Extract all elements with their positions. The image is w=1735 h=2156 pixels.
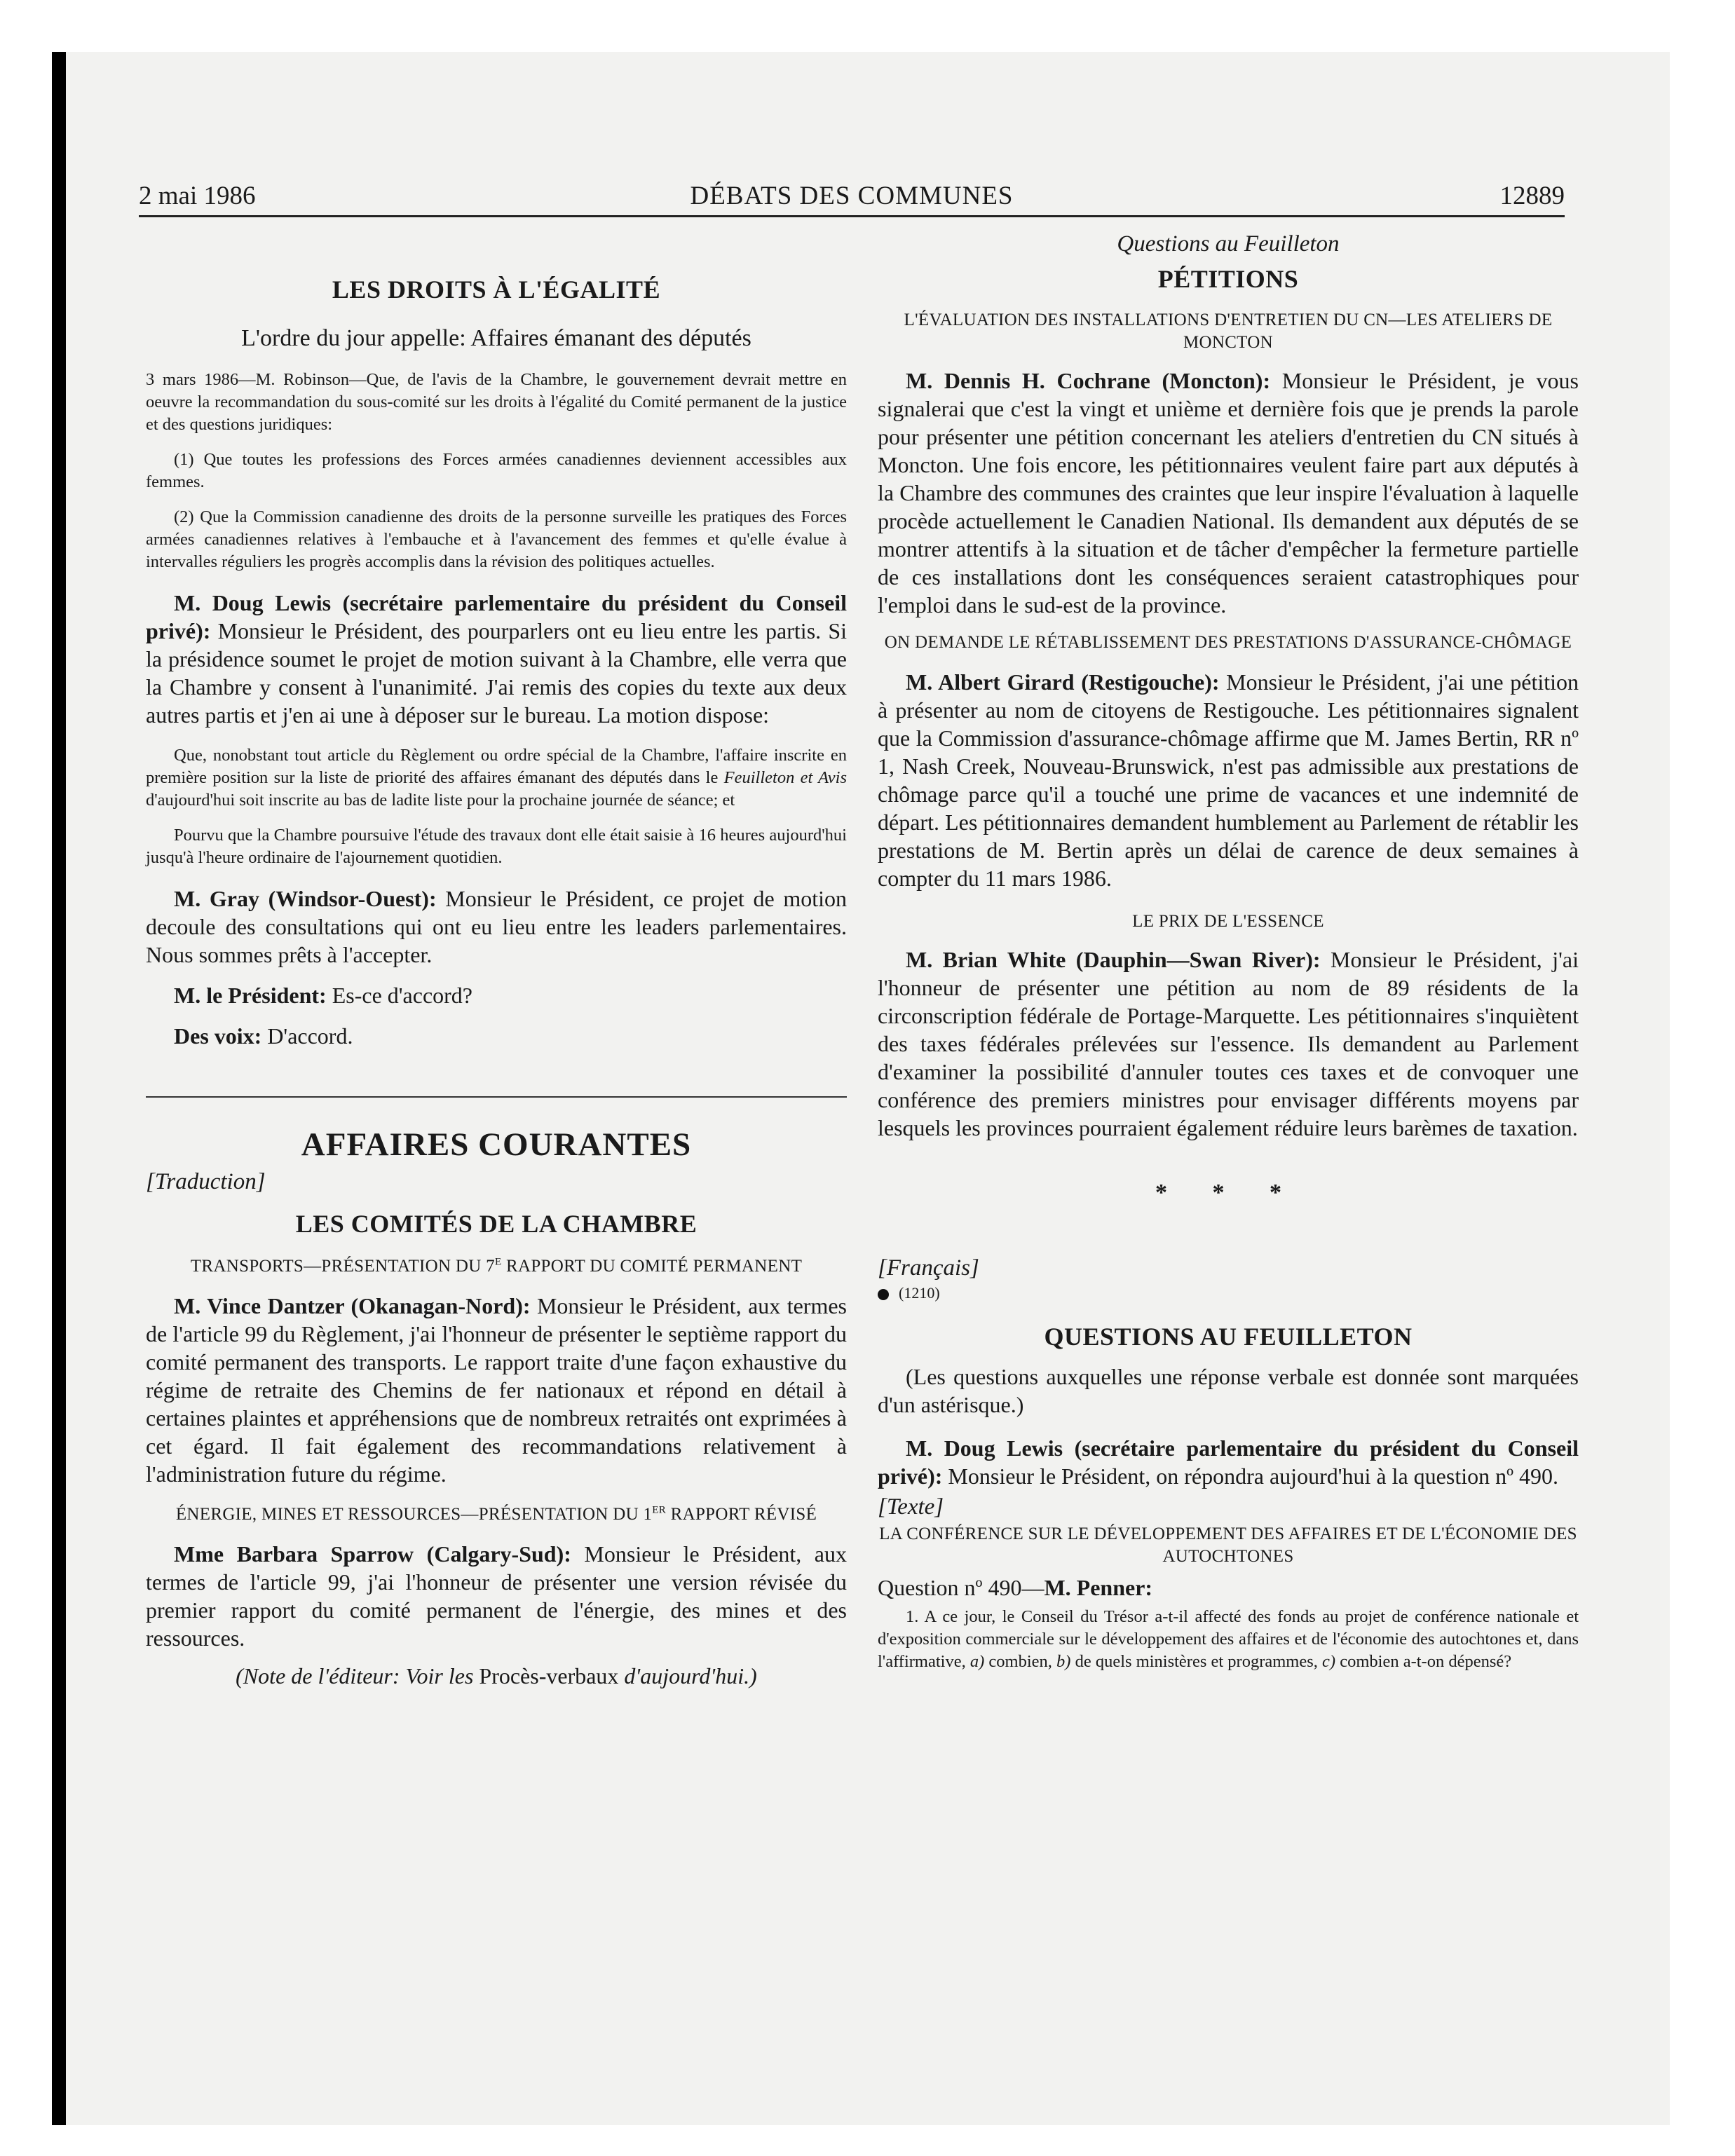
motion-text: 3 mars 1986—M. Robinson—Que, de l'avis de la Chambre, le gouvernement devrait mettre en oeuvre la recommandation du sous-comité sur les droits à l'égalité du Comité permanent de la justice et des questions juridiques: <box>146 370 847 434</box>
speech-president-text: Es-ce d'accord? <box>326 983 472 1008</box>
speaker-president: M. le Président: <box>174 983 327 1008</box>
speech-voices <box>146 1022 847 1050</box>
header-rule <box>139 215 1565 217</box>
caps2-part-a: ÉNERGIE, MINES ET RESSOURCES—PRÉSENTATION DU 1 <box>175 1505 653 1524</box>
speech-girard-text: Monsieur le Président, j'ai une pétition à présenter au nom de citoyens de Restigouche. Les pétitionnaires signalent que la Commission d'assurance-chômage affirme que M. James Bertin, RR nº 1, Nash Creek, Nouveau-Brunswick, n'est pas admissible aux prestations de chômage parce qu'il a touché une prime de vacances et une indemnité de départ. Les pétitionnaires demandent humblement au Parlement de rétablir les prestations de M. Bertin après un délai de carence de deux semaines à compter du 11 mars 1986. <box>878 669 1579 891</box>
question-490-text <box>878 1606 1579 1673</box>
speech-white <box>878 946 1579 1142</box>
speech-lewis-text: Monsieur le Président, des pourparlers ont eu lieu entre les partis. Si la présidence soumet le projet de motion suivant à la Chambre, elle verra que la Chambre y consent à l'unanimité. J'ai remis des copies du texte aux deux autres partis et j'en ai une à déposer sur le bureau. La motion dispose: <box>146 618 847 728</box>
header-date: 2 mai 1986 <box>139 182 256 210</box>
editor-note <box>146 1662 847 1690</box>
speaker-white: M. Brian White (Dauphin—Swan River): <box>906 947 1321 972</box>
question-marker-c: c) <box>1322 1652 1336 1671</box>
page-header <box>139 181 1565 216</box>
speech-lewis <box>146 589 847 729</box>
caps-heading-assurance: ON DEMANDE LE RÉTABLISSEMENT DES PRESTATIONS D'ASSURANCE-CHÔMAGE <box>884 633 1572 652</box>
question-text-a: 1. A ce jour, le Conseil du Trésor a-t-il affecté des fonds au projet de conférence nationale et d'exposition commerciale sur le développement des affaires et de l'économie des autochtones et, dans l'affirmative, <box>878 1607 1579 1671</box>
motion-quote-1 <box>146 744 847 812</box>
language-tag-francais: [Français] <box>878 1255 979 1281</box>
section-heading-affaires: AFFAIRES COURANTES <box>301 1126 692 1163</box>
caps2-part-b: RAPPORT RÉVISÉ <box>666 1505 817 1524</box>
speech-lewis-2 <box>878 1434 1579 1490</box>
caps-heading-transports <box>146 1255 847 1278</box>
speech-gray-text: Monsieur le Président, ce projet de motion decoule des consultations qui ont eu lieu entre les leaders parlementaires. Nous sommes prêts à l'accepter. <box>146 886 848 967</box>
caps1-part-b: RAPPORT DU COMITÉ PERMANENT <box>501 1257 803 1276</box>
motion-quote-2: Pourvu que la Chambre poursuive l'étude des travaux dont elle était saisie à 16 heures aujourd'hui jusqu'à l'heure ordinaire de l'ajournement quotidien. <box>146 826 847 867</box>
caps2-sup: ER <box>652 1504 667 1516</box>
questions-intro: (Les questions auxquelles une réponse verbale est donnée sont marquées d'un astérisque.) <box>878 1364 1579 1417</box>
speech-voices-text: D'accord. <box>261 1023 353 1049</box>
speaker-gray: M. Gray (Windsor-Ouest): <box>174 886 437 911</box>
caps-heading-energie <box>146 1503 847 1526</box>
speech-dantzer <box>146 1292 847 1488</box>
running-head: Questions au Feuilleton <box>1117 231 1340 257</box>
scan-edge <box>52 52 66 2125</box>
question-label: Question nº 490— <box>878 1575 1045 1600</box>
order-of-day: L'ordre du jour appelle: Affaires émanant des députés <box>241 325 751 351</box>
section-heading-petitions: PÉTITIONS <box>1157 265 1299 293</box>
speech-cochrane <box>878 367 1579 619</box>
caps1-part-a: TRANSPORTS—PRÉSENTATION DU 7 <box>190 1257 495 1276</box>
speech-girard <box>878 668 1579 892</box>
question-marker-a: a) <box>969 1652 985 1671</box>
caps1-sup: E <box>494 1256 502 1268</box>
question-text-c: de quels ministères et programmes, <box>1070 1652 1323 1671</box>
speaker-voices: Des voix: <box>174 1023 262 1049</box>
speech-white-text: Monsieur le Président, j'ai l'honneur de présenter une pétition au nom de 89 résidents de la circonscription fédérale de Portage-Marquette. Les pétitionnaires s'inquiètent des taxes fédérales prélevées sur l'essence. Ils demandent au Parlement d'examiner la possibilité d'annuler toutes ces taxes et de convoquer une conférence des premiers ministres pour envisager différents moyens par lesquels les provinces pourraient également réduire leurs barèmes de taxation. <box>878 947 1579 1140</box>
speaker-lewis: M. Doug Lewis (secrétaire parlementaire du président du Conseil privé): <box>146 590 847 643</box>
speech-dantzer-text: Monsieur le Président, aux termes de l'article 99 du Règlement, j'ai l'honneur de présenter le septième rapport du comité permanent des transports. Le rapport traite d'une façon exhaustive du régime de retraite des Chemins de fer nationaux et répond en détail à certaines plaintes et appréhensions que de nombreux retraités ont exprimées à cet égard. Il fait également des recommandations relativement à l'administration future du régime. <box>146 1293 848 1487</box>
speech-cochrane-text: Monsieur le Président, je vous signalerai que c'est la vingt et unième et dernière fois que je prends la parole pour présenter une pétition concernant les ateliers d'entretien du CN situés à Moncton. Une fois encore, les pétitionnaires veulent faire part aux députés à la Chambre des communes des craintes que leur inspire l'évaluation à laquelle procède actuellement le Canadien National. Ils demandent aux députés de se montrer attentifs à la situation et de tâcher d'empêcher la fermeture partielle de ces installations dont les conséquences seraient catastrophiques pour l'emploi dans le sud-est de la province. <box>878 368 1579 618</box>
speaker-cochrane: M. Dennis H. Cochrane (Moncton): <box>906 368 1271 393</box>
speech-president <box>146 981 847 1009</box>
speech-sparrow <box>146 1540 847 1652</box>
time-marker-text: (1210) <box>899 1284 940 1302</box>
time-marker <box>878 1284 1579 1302</box>
note-part-c: d'aujourd'hui.) <box>618 1663 757 1688</box>
section-heading-questions: QUESTIONS AU FEUILLETON <box>1044 1323 1413 1351</box>
question-490-label <box>878 1574 1579 1602</box>
language-tag-traduction: [Traduction] <box>146 1169 266 1194</box>
section-asterisks: * * * <box>1155 1180 1301 1206</box>
speaker-girard: M. Albert Girard (Restigouche): <box>906 669 1220 695</box>
left-column <box>146 231 847 1690</box>
speech-lewis-2-text: Monsieur le Président, on répondra aujourd'hui à la question nº 490. <box>942 1464 1559 1489</box>
speaker-sparrow: Mme Barbara Sparrow (Calgary-Sud): <box>174 1541 571 1567</box>
speaker-lewis-2: M. Doug Lewis (secrétaire parlementaire du président du Conseil privé): <box>878 1435 1579 1489</box>
question-text-b: combien, <box>984 1652 1057 1671</box>
note-part-a: (Note de l'éditeur: Voir les <box>236 1663 479 1688</box>
speech-sparrow-text: Monsieur le Président, aux termes de l'article 99, j'ai l'honneur de présenter une version révisée du premier rapport du comité permanent de l'énergie, des mines et des ressources. <box>146 1541 848 1651</box>
speaker-dantzer: M. Vince Dantzer (Okanagan-Nord): <box>174 1293 531 1318</box>
motion-item-2: (2) Que la Commission canadienne des droits de la personne surveille les pratiques des Forces armées canadiennes relatives à l'embauche et à l'avancement des femmes et qu'elle évalue à intervalles réguliers les progrès accomplis dans la révision des politiques actuelles. <box>146 507 847 571</box>
right-column <box>878 231 1579 1673</box>
motion-item-1: (1) Que toutes les professions des Forces armées canadiennes deviennent accessibles aux femmes. <box>146 450 847 491</box>
bullet-dot-icon <box>878 1289 889 1300</box>
header-page-number: 12889 <box>1499 182 1565 210</box>
note-part-b: Procès-verbaux <box>479 1663 619 1688</box>
question-text-d: combien a-t-on dépensé? <box>1335 1652 1512 1671</box>
quote1-part-a: Que, nonobstant tout article du Règlement ou ordre spécial de la Chambre, l'affaire inscrite en première position sur la liste de priorité des affaires émanant des députés dans le <box>146 746 847 787</box>
caps-heading-cn: L'ÉVALUATION DES INSTALLATIONS D'ENTRETIEN DU CN—LES ATELIERS DE MONCTON <box>904 311 1553 352</box>
header-title: DÉBATS DES COMMUNES <box>690 182 1014 210</box>
speech-gray <box>146 885 847 969</box>
subheading-comites: LES COMITÉS DE LA CHAMBRE <box>295 1210 698 1238</box>
caps-heading-essence: LE PRIX DE L'ESSENCE <box>1132 912 1324 931</box>
section-heading-droits: LES DROITS À L'ÉGALITÉ <box>332 275 661 303</box>
caps-heading-conference: LA CONFÉRENCE SUR LE DÉVELOPPEMENT DES AFFAIRES ET DE L'ÉCONOMIE DES AUTOCHTONES <box>879 1524 1577 1566</box>
quote1-part-b: d'aujourd'hui soit inscrite au bas de ladite liste pour la prochaine journée de séance; et <box>146 791 735 810</box>
quote1-italic: Feuilleton et Avis <box>723 768 847 787</box>
question-member: M. Penner: <box>1044 1575 1153 1600</box>
question-marker-b: b) <box>1056 1652 1071 1671</box>
language-tag-texte: [Texte] <box>878 1494 944 1520</box>
